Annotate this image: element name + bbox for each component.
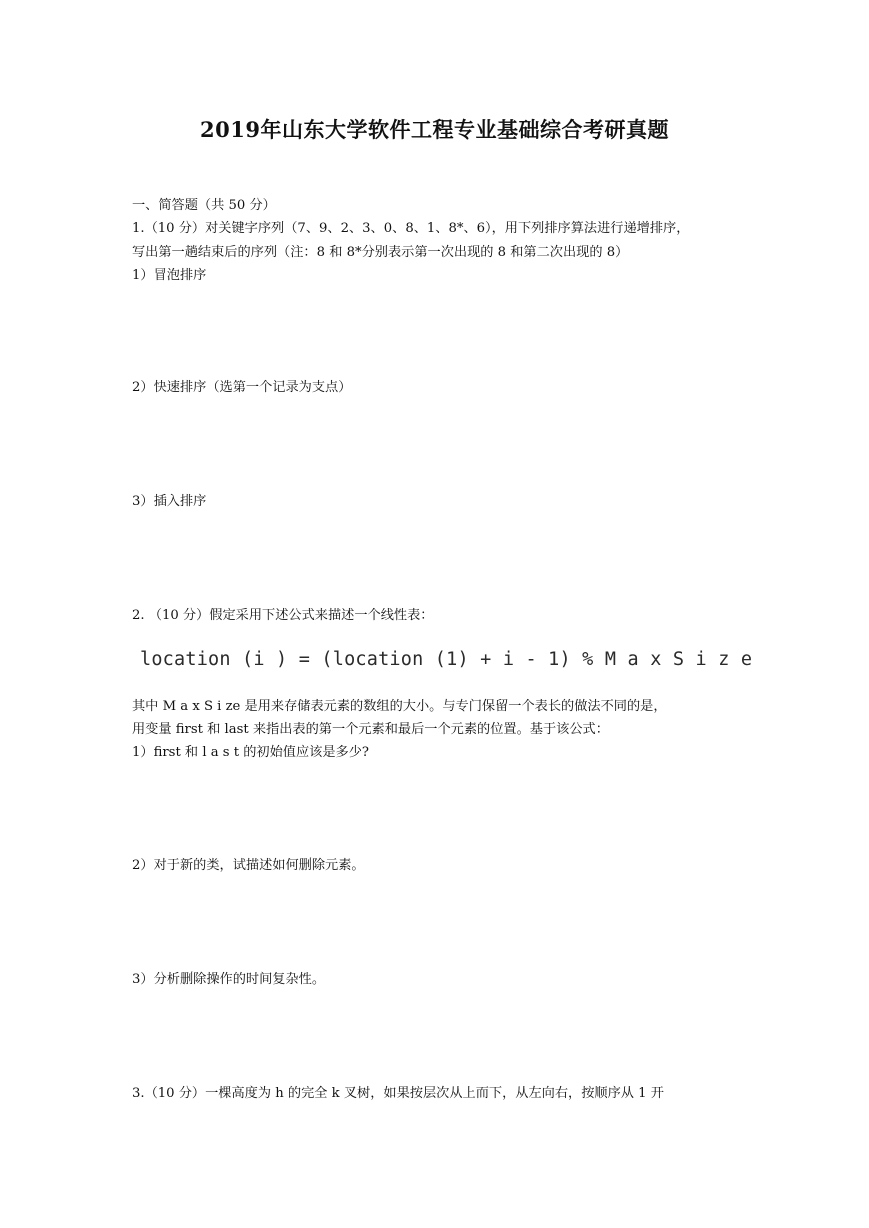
- question-3-line-1: 3.（10 分）一棵高度为 h 的完全 k 叉树，如果按层次从上而下，从左向右，按顺序从 1 开: [132, 1086, 664, 1101]
- formula-image: location (i ) = (location (1) + i - 1) % M a x S i z e: [140, 649, 753, 670]
- question-1-part-2: 2）快速排序（选第一个记录为支点）: [132, 380, 352, 395]
- question-1-line-1: 1.（10 分）对关键字序列（7、9、2、3、0、8、1、8*、6），用下列排序算法进行递增排序，: [132, 221, 690, 236]
- question-2-part-3: 3）分析删除操作的时间复杂性。: [132, 972, 326, 987]
- question-2-desc-1: 其中 M a x S i ze 是用来存储表元素的数组的大小。与专门保留一个表长的做法不同的是，: [132, 699, 667, 714]
- question-2-part-1: 1）first 和 l a s t 的初始值应该是多少?: [132, 745, 369, 760]
- question-2-line-1: 2. （10 分）假定采用下述公式来描述一个线性表：: [132, 608, 434, 623]
- page-title: 2019年山东大学软件工程专业基础综合考研真题: [200, 117, 669, 142]
- question-2-desc-2: 用变量 first 和 last 来指出表的第一个元素和最后一个元素的位置。基于该公式：: [132, 722, 609, 737]
- section-heading: 一、简答题（共 50 分）: [132, 198, 276, 213]
- question-1-part-1: 1）冒泡排序: [132, 268, 207, 283]
- question-2-part-2: 2）对于新的类，试描述如何删除元素。: [132, 858, 365, 873]
- question-1-line-2: 写出第一趟结束后的序列（注：8 和 8*分别表示第一次出现的 8 和第二次出现的 8）: [132, 245, 629, 260]
- question-1-part-3: 3）插入排序: [132, 494, 207, 509]
